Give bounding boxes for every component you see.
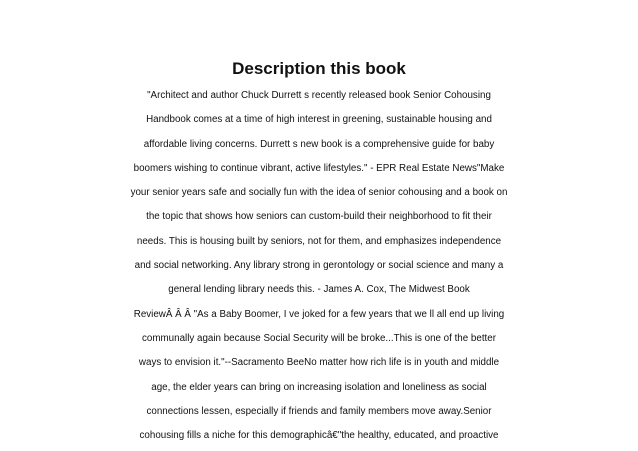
body-line: ways to envision it."--Sacramento BeeNo matter how rich life is in youth and middle bbox=[138, 357, 500, 369]
body-line: general lending library needs this. - James A. Cox, The Midwest Book bbox=[168, 284, 470, 296]
body-line: ReviewÂ Â Â "As a Baby Boomer, I ve joked for a few years that we ll all end up living bbox=[133, 308, 505, 320]
description-title: Description this book bbox=[232, 59, 406, 78]
body-line: needs. This is housing built by seniors, not for them, and emphasizes independence bbox=[136, 235, 502, 247]
body-line: and social networking. Any library strong in gerontology or social science and many a bbox=[134, 260, 504, 272]
body-line: age, the elder years can bring on increasing isolation and loneliness as social bbox=[151, 381, 487, 393]
description-body bbox=[0, 84, 638, 448]
body-line: your senior years safe and socially fun with the idea of senior cohousing and a book on bbox=[130, 187, 508, 199]
body-line: "Architect and author Chuck Durrett s recently released book Senior Cohousing bbox=[147, 90, 491, 101]
body-line: boomers wishing to continue vibrant, active lifestyles." - EPR Real Estate News"Make bbox=[133, 162, 505, 174]
body-line: affordable living concerns. Durrett s new book is a comprehensive guide for baby bbox=[143, 138, 495, 150]
body-line: cohousing fills a niche for this demographicâ€"the healthy, educated, and proactive bbox=[139, 430, 499, 442]
body-line: the topic that shows how seniors can custom-build their neighborhood to fit their bbox=[146, 211, 492, 223]
body-line: Handbook comes at a time of high interest in greening, sustainable housing and bbox=[146, 114, 492, 126]
body-line: connections lessen, especially if friends and family members move away.Senior bbox=[146, 405, 492, 417]
body-line: communally again because Social Security will be broke...This is one of the better bbox=[142, 332, 496, 344]
